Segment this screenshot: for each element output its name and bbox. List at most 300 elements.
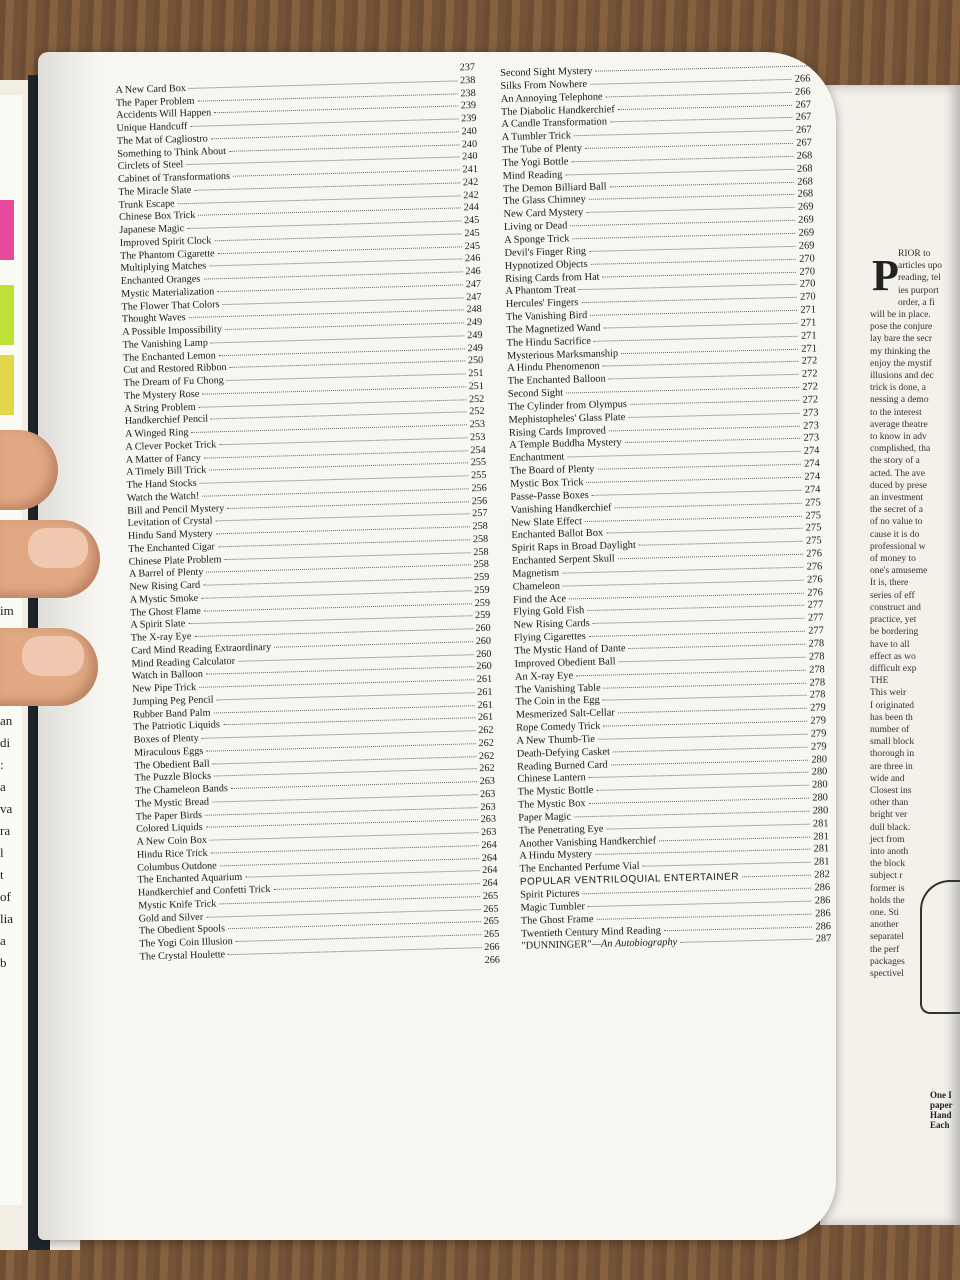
illustration-figure <box>920 880 960 1014</box>
toc-entry-title-text: The Magnetized Wand <box>506 322 601 336</box>
toc-leader-dots <box>597 464 801 470</box>
toc-page-number: 260 <box>475 648 492 660</box>
left-cover-yellow-art <box>0 355 14 415</box>
toc-entry-title-text: The Ghost Flame <box>129 605 201 619</box>
toc-leader-dots <box>188 615 472 624</box>
right-page-line: of no value to <box>870 517 923 528</box>
left-fragment: a <box>0 933 6 948</box>
toc-entry-title-text: Magic Tumbler <box>520 901 586 914</box>
toc-leader-dots <box>565 169 794 176</box>
toc-entry-title-text: The Patriotic Liquids <box>133 719 221 733</box>
toc-page-number: 269 <box>798 214 814 226</box>
toc-leader-dots <box>595 65 807 71</box>
toc-page-number: 271 <box>800 330 817 342</box>
toc-entry-title <box>518 798 586 812</box>
toc-entry-title-text: Japanese Magic <box>119 223 185 236</box>
toc-entry-title-text: The Vanishing Table <box>515 682 601 696</box>
toc-leader-dots <box>194 628 472 637</box>
toc-entry-title-text: Vanishing Handkerchief <box>510 502 612 516</box>
toc-page-number: 246 <box>465 265 481 278</box>
toc-leader-dots <box>201 590 471 599</box>
toc-entry-title-text: A New Thumb-Tie <box>516 733 596 747</box>
fingernail <box>22 636 84 676</box>
toc-entry-title-text: The Glass Chimney <box>503 194 586 208</box>
toc-column-right <box>500 60 832 954</box>
toc-entry-title <box>501 117 607 132</box>
toc-leader-dots <box>216 526 470 534</box>
right-page-line: my thinking the <box>870 346 931 357</box>
toc-page-number: 266 <box>794 86 811 98</box>
toc-leader-dots <box>233 169 460 176</box>
toc-leader-dots <box>223 717 475 725</box>
toc-leader-dots <box>202 730 476 739</box>
toc-entry-title <box>517 759 608 774</box>
toc-entry-title-text: Something to Think About <box>117 145 227 160</box>
toc-page-number: 256 <box>471 495 488 507</box>
toc-leader-dots <box>214 106 458 114</box>
toc-entry-title-text: Twentieth Century Mind Reading <box>521 924 662 940</box>
toc-entry-title-text: Enchantment <box>509 451 565 465</box>
toc-page-number: 271 <box>800 304 817 316</box>
toc-leader-dots <box>596 785 809 791</box>
toc-leader-dots <box>227 373 465 381</box>
toc-leader-dots <box>214 233 461 241</box>
toc-entry-title-text: Circlets of Steel <box>117 159 184 173</box>
toc-end-page-number-text: 266 <box>484 954 501 966</box>
toc-page-number: 268 <box>796 163 813 175</box>
right-page-line: be bordering <box>870 627 919 638</box>
left-fragment: im <box>0 603 14 618</box>
toc-leader-dots <box>238 654 473 662</box>
toc-entry-title-text: The Yogi Bottle <box>502 156 569 169</box>
toc-entry-title-text: Flying Gold Fish <box>513 605 585 619</box>
toc-page-number: 265 <box>483 915 500 928</box>
toc-leader-dots <box>212 794 477 802</box>
toc-entry-title-text: Chinese Lantern <box>517 772 586 786</box>
right-page-line: has been th <box>870 712 913 723</box>
toc-entry-title-text: Chinese Plate Problem <box>128 553 222 568</box>
toc-page-number: 262 <box>479 762 495 775</box>
toc-page-number: 262 <box>478 737 495 749</box>
toc-page-number: 275 <box>805 535 822 547</box>
toc-page-number: 267 <box>795 98 812 111</box>
right-page-line: series of eff <box>870 590 915 601</box>
right-page-line: number of <box>870 724 910 735</box>
toc-entry-title-text: A Hindu Mystery <box>519 849 593 863</box>
toc-page-number: 277 <box>808 625 824 637</box>
toc-leader-dots <box>571 156 793 162</box>
toc-leader-dots <box>218 246 462 254</box>
toc-leader-dots <box>589 194 795 200</box>
toc-page-number: 245 <box>464 240 481 252</box>
toc-page-number: 286 <box>815 920 832 933</box>
right-page-line: I originated <box>870 700 915 711</box>
toc-entry-title-text: A Tumbler Trick <box>501 130 572 144</box>
toc-leader-dots <box>585 515 803 521</box>
toc-entry-title-text: Trunk Escape <box>118 197 175 211</box>
toc-entry-title <box>118 185 191 200</box>
toc-page-number: 279 <box>810 715 827 727</box>
toc-entry-title-text: Colored Liquids <box>136 822 203 835</box>
toc-page-number: 280 <box>811 766 828 778</box>
left-fragment: b <box>0 955 7 970</box>
toc-leader-dots <box>189 310 464 319</box>
toc-leader-dots <box>603 721 807 727</box>
left-fragment: of <box>0 889 11 904</box>
toc-entry-title-text: The Enchanted Balloon <box>507 373 606 388</box>
toc-leader-dots <box>218 539 470 547</box>
toc-entry-title-text: The Hand Stocks <box>126 477 197 491</box>
toc-entry-title-text: Spirit Pictures <box>520 888 580 901</box>
toc-leader-dots <box>606 92 793 98</box>
toc-entry-title-text: A New Coin Box <box>136 834 208 848</box>
toc-page-number: 276 <box>806 574 823 586</box>
right-page-line: duced by prese <box>870 480 927 491</box>
toc-page-number: 265 <box>482 890 499 902</box>
toc-entry-title <box>130 605 201 620</box>
toc-leader-dots <box>204 450 468 458</box>
toc-page-number: 277 <box>807 599 824 612</box>
toc-entry-title-text: Enchanted Ballot Box <box>511 527 604 542</box>
toc-entry-title-text: Cabinet of Transformations <box>117 170 231 185</box>
fingernail <box>28 528 88 568</box>
toc-leader-dots <box>589 772 809 778</box>
toc-leader-dots <box>563 579 804 586</box>
toc-page-number: 249 <box>467 329 483 342</box>
toc-entry-title-text: A Spirit Slate <box>130 618 186 632</box>
toc-leader-dots <box>206 666 474 674</box>
toc-leader-dots <box>567 451 801 458</box>
toc-leader-dots <box>613 746 808 752</box>
toc-leader-dots <box>194 182 460 190</box>
toc-entry-title-text: Enchanted Serpent Skull <box>511 553 615 567</box>
toc-leader-dots <box>621 348 798 353</box>
toc-leader-dots <box>606 528 803 534</box>
toc-leader-dots <box>228 947 481 955</box>
toc-page-number: 264 <box>482 864 498 877</box>
toc-page-number: 251 <box>468 367 484 380</box>
toc-page-number: 256 <box>471 482 487 494</box>
toc-leader-dots <box>629 644 806 649</box>
toc-page-number: 267 <box>795 124 812 137</box>
toc-entry-title-text: A Clever Pocket Trick <box>125 439 217 453</box>
toc-page-number: 245 <box>463 214 480 227</box>
toc-leader-dots <box>211 412 466 420</box>
toc-leader-dots <box>224 552 470 560</box>
toc-leader-dots <box>587 605 804 611</box>
toc-page-number: 272 <box>802 394 819 406</box>
right-page-line: acted. The ave <box>870 468 925 479</box>
toc-page-number: 270 <box>799 253 815 265</box>
toc-leader-dots <box>603 361 799 367</box>
left-fragment: ra <box>0 823 11 838</box>
toc-leader-dots <box>231 781 477 789</box>
right-page-line: reading, tel <box>898 273 941 284</box>
toc-leader-dots <box>598 734 808 740</box>
toc-page-number: 261 <box>477 699 493 711</box>
toc-leader-dots <box>582 888 811 895</box>
right-page-line: subject r <box>870 871 903 882</box>
right-page-line: other than <box>870 798 909 809</box>
left-cover-pink-art <box>0 200 14 260</box>
toc-leader-dots <box>211 335 464 343</box>
right-page-line: construct and <box>870 602 921 613</box>
toc-leader-dots <box>211 845 479 853</box>
right-page-line: illusions and dec <box>870 371 934 382</box>
toc-page-number: 268 <box>797 175 814 188</box>
toc-page-number: 264 <box>481 852 498 864</box>
toc-leader-dots <box>211 131 459 139</box>
toc-entry-title-text: The Cylinder from Olympus <box>508 398 628 413</box>
toc-leader-dots <box>586 207 795 213</box>
toc-page-number: 275 <box>805 509 822 522</box>
left-fragment: di <box>0 735 11 750</box>
toc-entry-title-text: Second Sight Mystery <box>500 65 593 79</box>
toc-leader-dots <box>579 284 797 290</box>
left-fragment: a <box>0 779 6 794</box>
toc-page-number: 269 <box>798 227 815 239</box>
toc-page-number: 275 <box>805 522 822 535</box>
toc-leader-dots <box>609 425 800 431</box>
toc-entry-title-text: The Obedient Ball <box>134 758 210 772</box>
right-page-line: the block <box>870 859 906 870</box>
toc-leader-dots <box>227 501 469 509</box>
right-page-line: bright ver <box>870 810 908 821</box>
toc-leader-dots <box>611 759 809 765</box>
toc-entry-title-text: The Phantom Cigarette <box>119 247 215 262</box>
toc-entry-title <box>140 949 226 964</box>
toc-page-number: 274 <box>804 484 821 496</box>
toc-entry-title-text: Jumping Peg Pencil <box>132 694 214 708</box>
toc-page-number: 281 <box>813 856 830 868</box>
toc-page-number: 264 <box>481 839 497 851</box>
toc-page-number: 258 <box>472 533 489 545</box>
toc-entry-title-text: Mystic Box Trick <box>510 477 584 490</box>
toc-entry-title-text: The Puzzle Blocks <box>134 770 212 784</box>
toc-page-number: 238 <box>460 87 476 99</box>
toc-page-number: 253 <box>469 418 486 431</box>
toc-entry-title-text: The X-ray Eye <box>130 631 192 644</box>
left-fragment: : <box>0 757 4 772</box>
toc-leader-dots <box>639 541 803 546</box>
toc-leader-dots <box>664 926 813 931</box>
toc-leader-dots <box>191 424 466 433</box>
toc-leader-dots <box>204 603 472 611</box>
right-page-line: packages <box>870 956 905 967</box>
right-page-line: holds the <box>870 895 905 906</box>
toc-page-number: 250 <box>467 355 484 367</box>
toc-leader-dots <box>610 181 795 187</box>
toc-entry-title-text: Paper Magic <box>518 811 572 824</box>
right-page-line: one's amuseme <box>870 566 928 577</box>
toc-entry-title <box>512 553 615 568</box>
toc-page-number: 259 <box>474 584 490 596</box>
toc-entry-title-text: Rope Comedy Trick <box>516 720 601 734</box>
right-page-line: into anoth <box>870 846 909 857</box>
toc-leader-dots <box>566 387 799 394</box>
toc-entry-title-text: A New Card Box <box>115 82 187 96</box>
right-page-line: THE <box>870 676 889 687</box>
toc-leader-dots <box>199 399 466 407</box>
toc-leader-dots <box>202 488 468 496</box>
toc-page-number: 273 <box>803 432 820 445</box>
toc-entry-title-text: Miraculous Eggs <box>133 745 204 759</box>
toc-leader-dots <box>219 348 465 356</box>
toc-entry-title-text: The Yogi Coin Illusion <box>139 936 233 950</box>
toc-entry-title-text: Mystic Materialization <box>121 286 215 300</box>
right-page-line: the secret of a <box>870 505 924 516</box>
toc-leader-dots <box>619 657 806 663</box>
toc-page-number: 242 <box>462 176 479 189</box>
toc-entry-title-text: A Temple Buddha Mystery <box>509 437 622 452</box>
toc-page-number: 242 <box>463 189 479 201</box>
right-page-line: wide and <box>870 773 905 784</box>
toc-leader-dots <box>216 692 474 700</box>
toc-leader-dots <box>618 104 793 109</box>
toc-entry-title-text: A Phantom Treat <box>505 284 577 298</box>
toc-page-number: 241 <box>462 163 479 176</box>
right-page-line: enjoy the mystif <box>870 358 932 369</box>
toc-entry-title-text: Mesmerized Salt-Cellar <box>515 707 615 721</box>
toc-entry-title-text: Cut and Restored Ribbon <box>123 362 227 377</box>
toc-entry-title-text: The Dream of Fu Chong <box>123 375 224 389</box>
right-page-line: difficult exp <box>870 663 917 674</box>
toc-page-number: 245 <box>464 227 480 240</box>
toc-entry-title-text: The Vanishing Bird <box>505 309 588 323</box>
toc-page-number: 263 <box>479 788 496 800</box>
toc-page-number: 254 <box>470 444 486 456</box>
toc-entry-title <box>503 207 583 222</box>
toc-entry-title-text: A Possible Impossibility <box>122 324 223 338</box>
toc-entry-title-text: A Winged Ring <box>124 427 189 440</box>
toc-page-number: 279 <box>810 702 826 714</box>
toc-leader-dots <box>200 475 468 483</box>
toc-page-number: 272 <box>802 381 819 393</box>
toc-entry-title-text: POPULAR VENTRILOQUIAL ENTERTAINER <box>519 871 740 888</box>
right-page-line: dull black. <box>870 822 911 833</box>
left-fragment: l <box>0 845 4 860</box>
toc-entry-title-text: The Penetrating Eye <box>518 823 604 837</box>
toc-page-number: 278 <box>809 689 826 701</box>
toc-leader-dots <box>274 641 473 648</box>
toc-entry-title-text: The Hindu Sacrifice <box>506 335 592 349</box>
toc-entry-title-text: Reading Burned Card <box>516 759 608 773</box>
toc-page-number: 273 <box>802 407 819 419</box>
right-page-line: one. Sti <box>870 907 900 918</box>
toc-leader-dots <box>214 768 476 776</box>
toc-entry-title-text: A Mystic Smoke <box>129 592 199 606</box>
toc-entry-title <box>514 656 615 671</box>
toc-entry-title <box>133 720 220 735</box>
toc-entry-title-text: Rising Cards from Hat <box>505 271 600 285</box>
toc-entry-title-text: Hindu Sand Mystery <box>127 528 213 542</box>
toc-leader-dots <box>589 631 805 637</box>
toc-leader-dots <box>597 913 813 919</box>
toc-entry-title-text: Bill and Pencil Mystery <box>127 502 225 517</box>
toc-entry-title-text: The Chameleon Bands <box>134 783 229 797</box>
toc-entry-title-text: The Miracle Slate <box>118 184 192 198</box>
toc-entry-title-text: Rising Cards Improved <box>508 425 607 439</box>
toc-page-number: 271 <box>801 342 818 355</box>
toc-page-number: 287 <box>815 933 832 945</box>
toc-entry-title-text: Levitation of Crystal <box>127 515 213 530</box>
toc-entry-title-text: New Rising Cards <box>513 618 590 632</box>
toc-page-number: 278 <box>809 676 826 689</box>
toc-entry-title-text: The Demon Billiard Ball <box>502 181 607 195</box>
toc-page-number: 267 <box>796 137 813 149</box>
toc-entry-title-text: New Card Mystery <box>503 207 584 221</box>
left-fragment: an <box>0 713 13 728</box>
toc-leader-dots <box>604 323 798 329</box>
right-page-line: ies purport <box>898 285 939 296</box>
toc-entry-title-text: Card Mind Reading Extraordinary <box>131 641 272 657</box>
right-page-line: the perf <box>870 944 900 955</box>
toc-page-number: 269 <box>798 240 815 252</box>
toc-page-number: 258 <box>473 546 489 558</box>
toc-page-number: 258 <box>472 520 488 533</box>
toc-entry-title-text: The Enchanted Cigar <box>128 541 216 555</box>
right-page-line: of money to <box>870 554 916 565</box>
toc-leader-dots <box>190 118 458 126</box>
toc-entry-title-text: The Mystic Bread <box>135 796 210 810</box>
toc-entry-title-text: The Ghost Frame <box>520 913 594 927</box>
toc-page-number: 261 <box>477 686 493 698</box>
right-page-line: lay bare the secr <box>870 334 932 345</box>
toc-leader-dots <box>205 807 477 816</box>
toc-entry-title <box>509 438 622 454</box>
toc-page-number: 276 <box>806 561 823 573</box>
right-page-text <box>870 248 960 980</box>
toc-leader-dots <box>586 477 801 483</box>
toc-entry-title-text: The Vanishing Lamp <box>122 337 209 351</box>
toc-entry-title-text: New Pipe Trick <box>132 681 197 695</box>
toc-entry-title <box>511 502 612 517</box>
toc-page-number: 275 <box>804 496 821 509</box>
toc-page-number: 259 <box>474 609 491 622</box>
toc-entry-title <box>508 374 606 389</box>
toc-leader-dots <box>206 819 478 828</box>
toc-page-number: 257 <box>472 508 488 520</box>
toc-entry-title-text: A Barrel of Plenty <box>128 566 204 581</box>
toc-page-number: 263 <box>479 775 496 788</box>
toc-leader-dots <box>618 554 804 560</box>
toc-page-number: 253 <box>469 431 486 443</box>
toc-leader-dots <box>228 921 481 929</box>
toc-leader-dots <box>589 798 810 804</box>
toc-page-number: 268 <box>796 150 813 162</box>
toc-page-number: 280 <box>811 779 828 791</box>
toc-leader-dots <box>588 900 812 906</box>
toc-entry-title-text: The Coin in the Egg <box>515 695 600 709</box>
toc-leader-dots <box>220 858 479 866</box>
toc-page-number: 260 <box>475 635 492 647</box>
toc-entry-title-text: Improved Obedient Ball <box>514 656 616 670</box>
right-page-line: to the interest <box>870 407 922 418</box>
toc-leader-dots <box>562 567 804 574</box>
toc-entry-title <box>518 811 571 825</box>
toc-entry-title-text: Death-Defying Casket <box>516 746 611 760</box>
right-page-line: spectivel <box>870 968 904 979</box>
toc-page-number: 247 <box>465 291 482 303</box>
toc-leader-dots <box>210 832 478 840</box>
caption-line: paper <box>930 1100 953 1110</box>
toc-leader-dots <box>198 208 460 216</box>
right-page-line: Closest ins <box>870 785 912 796</box>
toc-page-number: 270 <box>799 278 816 291</box>
toc-leader-dots <box>215 514 469 522</box>
drop-cap: P <box>872 251 899 300</box>
right-page-line: articles upo <box>898 261 943 272</box>
